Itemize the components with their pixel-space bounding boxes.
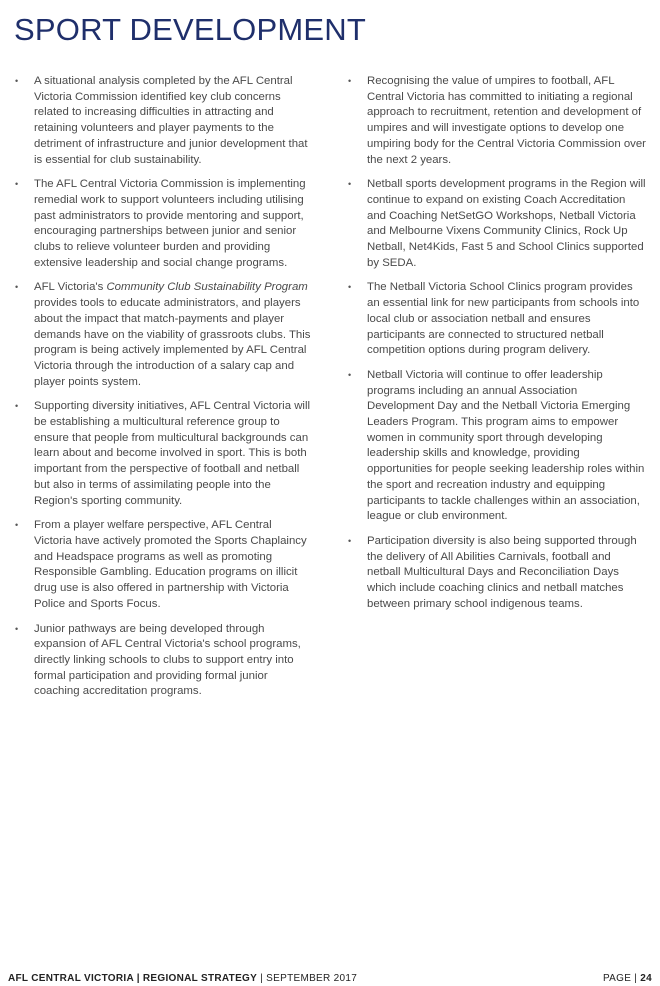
bullet-icon: • <box>348 282 352 293</box>
page-number <box>603 972 652 986</box>
left-bullet-list <box>12 74 312 700</box>
program-name: Community Club Sustainability Program <box>106 281 308 294</box>
footer-date: SEPTEMBER 2017 <box>266 973 358 984</box>
right-column <box>345 74 647 622</box>
bullet-text: Supporting diversity initiatives, AFL Central Victoria will be establishing a multicultural reference group to ensure that people from multicultural backgrounds can learn about and become involved in sport. This is both important from the perspective of football and netball but also in terms of assimilating people into the Region's sporting community. <box>34 400 311 507</box>
left-column <box>12 74 312 709</box>
list-item <box>12 622 312 701</box>
footer-org: AFL CENTRAL VICTORIA <box>8 973 134 984</box>
bullet-icon: • <box>348 535 352 546</box>
list-item <box>12 399 312 509</box>
footer-document-info <box>8 972 357 986</box>
list-item <box>345 368 647 525</box>
list-item <box>12 177 312 271</box>
bullet-icon: • <box>15 282 19 293</box>
list-item <box>12 280 312 390</box>
list-item <box>345 280 647 359</box>
bullet-text-lead: AFL Victoria's <box>34 281 107 294</box>
footer-separator: | <box>133 973 143 984</box>
bullet-icon: • <box>15 76 19 86</box>
bullet-icon: • <box>348 369 352 380</box>
bullet-text: Junior pathways are being developed through expansion of AFL Central Victoria's school programs, directly linking schools to clubs to support entry into formal participation and providing formal junior coaching accreditation programs. <box>34 622 301 698</box>
footer-doc-title: REGIONAL STRATEGY <box>142 973 258 984</box>
footer-separator: | <box>257 973 267 984</box>
list-item <box>345 74 647 168</box>
page-label: PAGE | <box>602 973 641 984</box>
bullet-text-rest: provides tools to educate administrators, and players about the impact that match-payments and player demands have on the viability of grassroots clubs. This program is being actively implemented by AFL Central Victoria through the introduction of a salary cap and player points system. <box>34 297 311 388</box>
bullet-icon: • <box>15 623 19 634</box>
page-footer <box>8 972 652 986</box>
list-item <box>345 177 647 271</box>
bullet-icon: • <box>15 520 19 531</box>
page-title: SPORT DEVELOPMENT <box>14 12 366 47</box>
bullet-icon: • <box>15 401 19 412</box>
bullet-text: The AFL Central Victoria Commission is implementing remedial work to support volunteers including utilising past administrators to provide mentoring and support, encouraging partnerships between junior and senior clubs to relieve volunteer burden and providing extensive leadership and social change programs. <box>34 178 306 269</box>
bullet-text: The Netball Victoria School Clinics program provides an essential link for new participants from schools into local club or association netball and ensures participants are connected to structured netball competition options during program delivery. <box>367 281 640 357</box>
bullet-text: Recognising the value of umpires to football, AFL Central Victoria has committed to initiating a regional approach to recruitment, retention and development of umpires and will investigate options to develop one umpiring body for the Central Victoria Commission over the next 2 years. <box>367 75 646 166</box>
bullet-icon: • <box>15 179 19 190</box>
bullet-text: From a player welfare perspective, AFL Central Victoria have actively promoted the Sports Chaplaincy and Headspace programs as well as promoting Responsible Gambling. Education programs on illicit drug use is also offered in partnership with Victoria Police and Sports Focus. <box>34 519 307 610</box>
list-item <box>345 534 647 613</box>
right-bullet-list <box>345 74 647 613</box>
bullet-text: Netball sports development programs in the Region will continue to expand on existing Coach Accreditation and Coaching NetSetGO Workshops, Netball Victoria and Melbourne Vixens Community Clinics, Rock Up Netball, Net4Kids, Fast 5 and School Clinics supported by SEDA. <box>367 178 646 269</box>
list-item <box>12 74 312 168</box>
list-item <box>12 518 312 612</box>
bullet-icon: • <box>348 179 352 190</box>
bullet-text: Netball Victoria will continue to offer leadership programs including an annual Association Development Day and the Netball Victoria Emerging Leaders Program. This program aims to empower women in community sport through developing leadership skills and knowledge, providing opportunities for people seeking leadership roles within the sport and recreation industry and equipping participants to tackle challenges within an association, league or club environment. <box>367 368 645 523</box>
page-number-value: 24 <box>640 973 652 984</box>
bullet-icon: • <box>348 76 352 86</box>
bullet-text: A situational analysis completed by the AFL Central Victoria Commission identified key club concerns related to increasing difficulties in attracting and retaining volunteers and player payments to the detriment of infrastructure and junior development that is essential for club sustainability. <box>34 75 308 166</box>
bullet-text: Participation diversity is also being supported through the delivery of All Abilities Carnivals, football and netball Multicultural Days and Reconciliation Days which include coaching clinics and netball matches between primary school indigenous teams. <box>367 534 637 610</box>
